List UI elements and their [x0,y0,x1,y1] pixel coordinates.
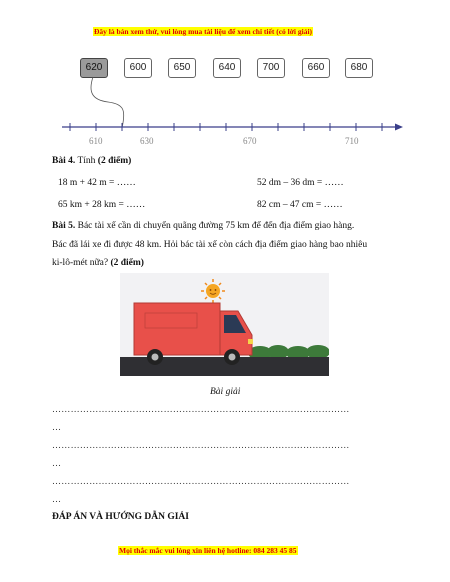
bai4-item-3: 65 km + 28 km = …… [58,200,146,210]
tick-label-630: 630 [140,136,154,146]
number-card-640: 640 [213,58,241,78]
number-card-650: 650 [168,58,196,78]
answer-line-1-cont: … [52,422,61,432]
preview-notice: Đây là bản xem thử, vui lòng mua tài liệu để xem chi tiết (có lời giải) [94,27,313,36]
bai5-text-3: ki-lô-mét nữa? [52,258,109,268]
number-card-680: 680 [345,58,373,78]
solution-label: Bài giải [210,387,241,397]
answer-line-2-cont: … [52,458,61,468]
answer-line-3: …………………………………………………………………………………… [52,476,350,486]
tick-label-710: 710 [345,136,359,146]
answer-line-3-cont: … [52,494,61,504]
bai4-task: Tính [77,156,96,166]
number-card-620: 620 [80,58,108,78]
bai4-points: (2 điểm) [97,156,132,166]
tick-label-670: 670 [243,136,257,146]
answer-heading: ĐÁP ÁN VÀ HƯỚNG DẪN GIẢI [52,512,189,522]
bai5-line-3 [52,258,144,268]
bai5-line-1 [52,221,354,231]
bai5-text-1: Bác tài xế cần di chuyển quãng đường 75 km để đến địa điểm giao hàng. [77,221,355,231]
truck-illustration [120,273,329,376]
number-card-600: 600 [124,58,152,78]
hotline-notice: Mọi thắc mắc vui lòng xin liên hệ hotline: 084 283 45 85 [119,546,297,555]
bai5-title: Bài 5. [52,221,76,231]
answer-line-2: …………………………………………………………………………………… [52,440,350,450]
bai4-heading [52,156,131,166]
number-card-700: 700 [257,58,285,78]
tick-label-610: 610 [89,136,103,146]
bai4-item-2: 52 dm – 36 dm = …… [257,178,344,188]
bai5-line-2: Bác đã lái xe đi được 48 km. Hỏi bác tài xế còn cách địa điểm giao hàng bao nhiêu [52,240,368,250]
number-card-660: 660 [302,58,330,78]
number-line [0,0,450,160]
bai4-item-1: 18 m + 42 m = …… [58,178,136,188]
bai4-title: Bài 4. [52,156,76,166]
answer-line-1: …………………………………………………………………………………… [52,404,350,414]
bai5-points: (2 điểm) [110,258,144,268]
bai4-item-4: 82 cm – 47 cm = …… [257,200,343,210]
connector-line [91,77,124,128]
number-line-arrow [395,124,403,131]
